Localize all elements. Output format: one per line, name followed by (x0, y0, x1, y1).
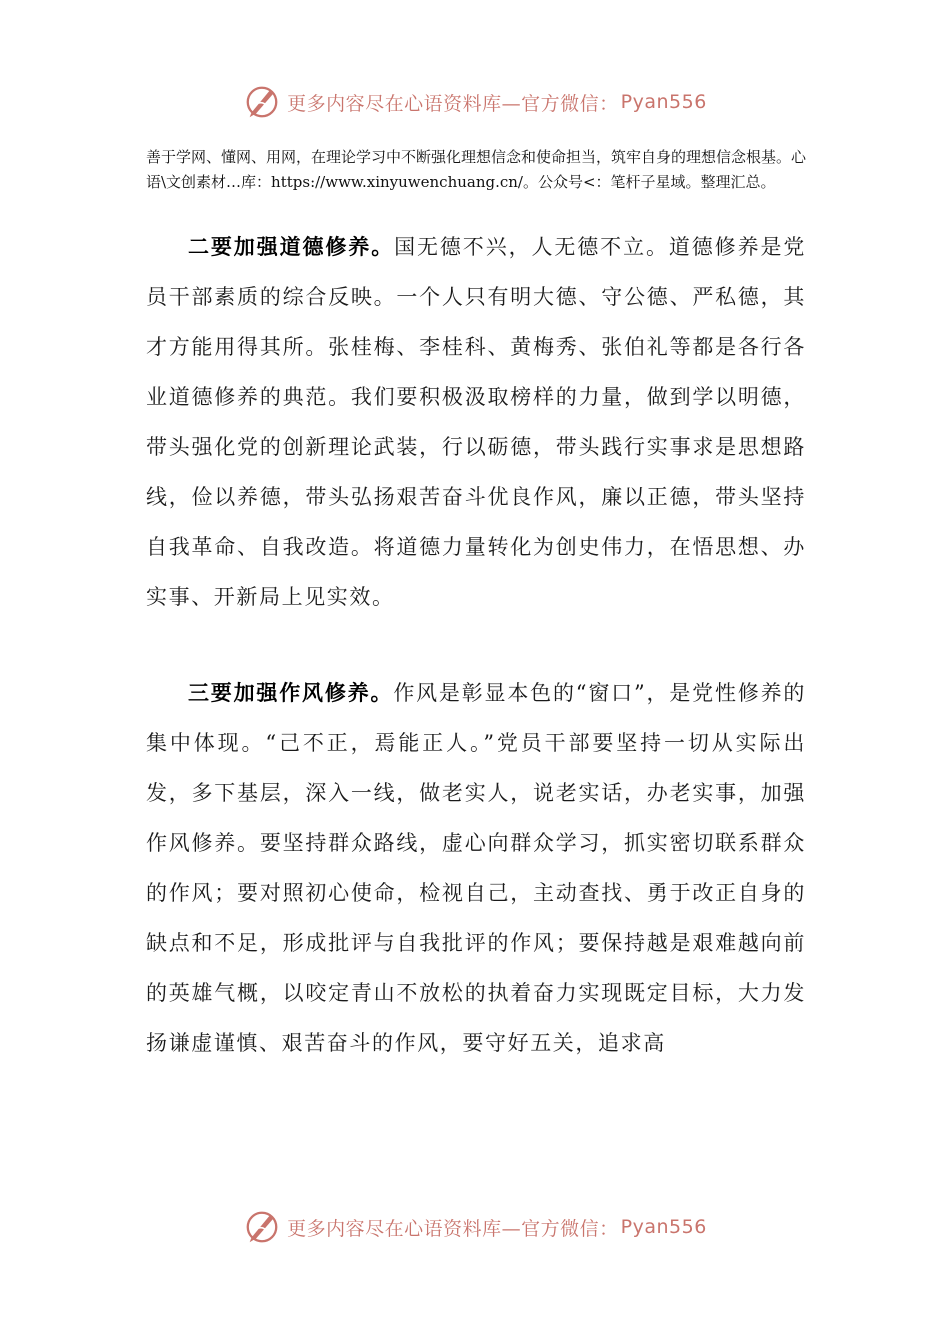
watermark-text: 更多内容尽在心语资料库—官方微信： (287, 92, 619, 115)
watermark-header (0, 82, 950, 122)
watermark-text: 更多内容尽在心语资料库—官方微信： (287, 1217, 619, 1240)
paragraph-work-style (146, 668, 806, 1068)
pen-logo-icon (243, 83, 281, 121)
paragraph-morality (146, 222, 806, 622)
watermark-wechat-id: Pyan556 (620, 91, 707, 113)
watermark-wechat-id: Pyan556 (620, 1216, 707, 1238)
intro-paragraph: 善于学网、懂网、用网，在理论学习中不断强化理想信念和使命担当，筑牢自身的理想信念根基。心语\文创素材…库：https://www.xinyuwenchuang.cn/。公众号<：笔杆子星域。整理汇总。 (146, 148, 807, 191)
paragraph-body: 作风是彰显本色的“窗口”，是党性修养的集中体现。“己不正，焉能正人。”党员干部要坚持一切从实际出发，多下基层，深入一线，做老实人，说老实话，办老实事，加强作风修养。要坚持群众路线，虚心向群众学习，抓实密切联系群众的作风；要对照初心使命，检视自己，主动查找、勇于改正自身的缺点和不足，形成批评与自我批评的作风；要保持越是艰难越向前的英雄气概，以咬定青山不放松的执着奋力实现既定目标，大力发扬谦虚谨慎、艰苦奋斗的作风，要守好五关，追求高 (146, 681, 806, 1055)
watermark-footer (0, 1207, 950, 1247)
paragraph-body: 国无德不兴，人无德不立。道德修养是党员干部素质的综合反映。一个人只有明大德、守公德、严私德，其才方能用得其所。张桂梅、李桂科、黄梅秀、张伯礼等都是各行各业道德修养的典范。我们要积极汲取榜样的力量，做到学以明德，带头强化党的创新理论武装，行以砺德，带头践行实事求是思想路线，俭以养德，带头弘扬艰苦奋斗优良作风，廉以正德，带头坚持自我革命、自我改造。将道德力量转化为创史伟力，在悟思想、办实事、开新局上见实效。 (146, 235, 806, 609)
paragraph-heading: 二要加强道德修养。 (188, 234, 395, 259)
paragraph-heading: 三要加强作风修养。 (188, 680, 394, 705)
pen-logo-icon (243, 1208, 281, 1246)
